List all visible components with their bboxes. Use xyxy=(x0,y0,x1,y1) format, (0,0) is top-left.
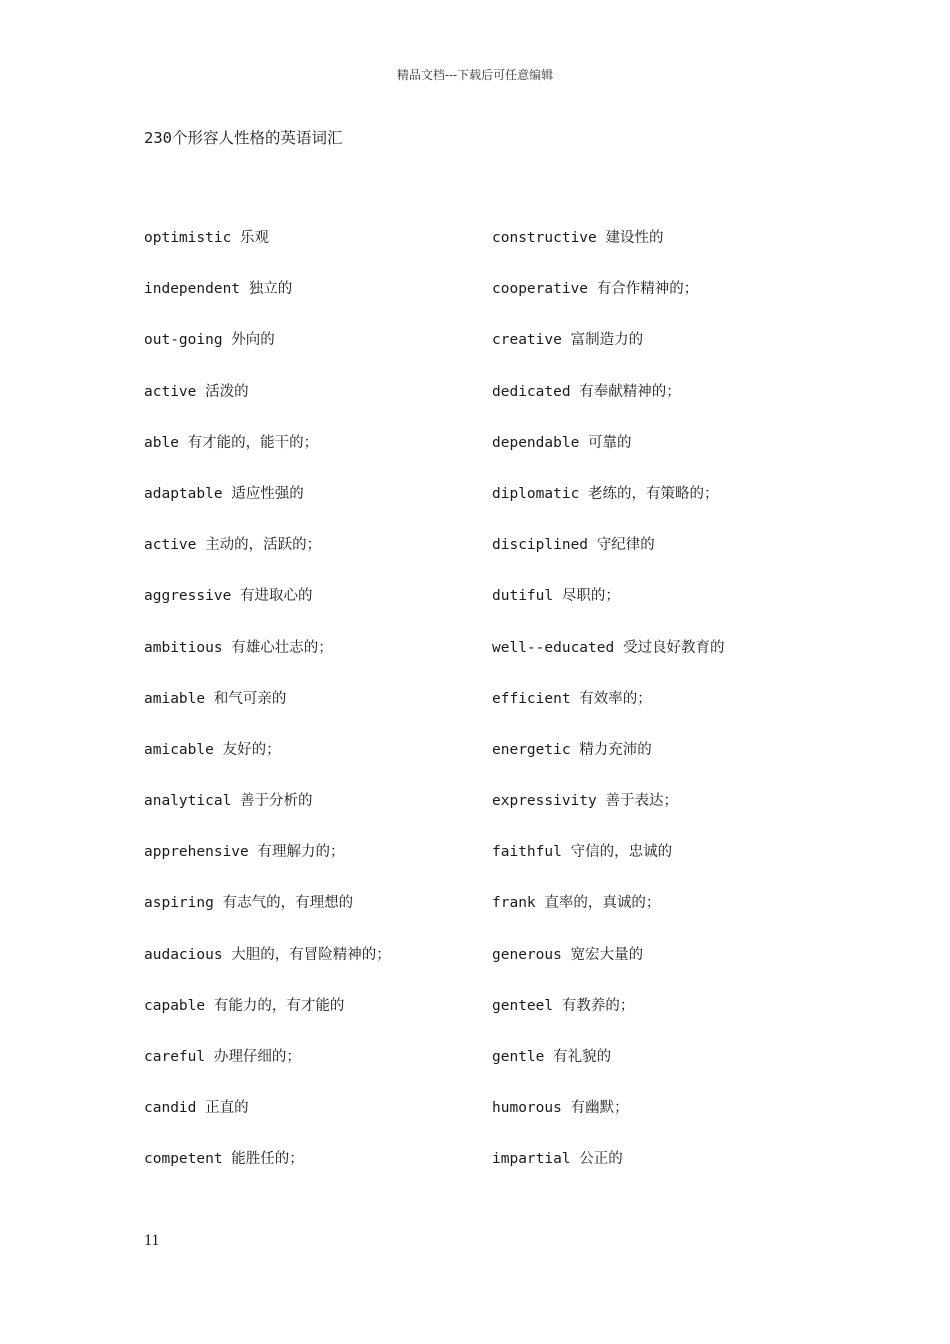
vocab-item: able 有才能的，能干的； xyxy=(144,434,319,451)
vocab-item: creative 富制造力的 xyxy=(492,332,644,349)
vocab-item: active 活泼的 xyxy=(144,383,249,400)
vocab-item: aspiring 有志气的，有理想的 xyxy=(144,895,354,912)
vocab-item: gentle 有礼貌的 xyxy=(492,1049,612,1065)
vocab-item: expressivity 善于表达； xyxy=(492,793,678,810)
vocab-item: careful 办理仔细的； xyxy=(144,1049,301,1065)
vocab-item: competent 能胜任的； xyxy=(144,1151,304,1168)
document-title: 230个形容人性格的英语词汇 xyxy=(144,129,343,147)
vocab-item: dutiful 尽职的； xyxy=(492,588,620,605)
vocab-item: generous 宽宏大量的 xyxy=(492,946,644,963)
vocab-list-right xyxy=(492,228,724,1201)
vocab-item: analytical 善于分析的 xyxy=(144,793,313,810)
vocab-item: amiable 和气可亲的 xyxy=(144,690,287,707)
page-number: 11 xyxy=(144,1232,160,1249)
vocab-item: efficient 有效率的； xyxy=(492,690,652,707)
vocab-item: frank 直率的，真诚的； xyxy=(492,895,661,912)
vocab-item: impartial 公正的 xyxy=(492,1151,623,1168)
vocab-item: ambitious 有雄心壮志的； xyxy=(144,639,333,656)
vocab-item: independent 独立的 xyxy=(144,281,293,298)
vocab-item: amicable 友好的； xyxy=(144,741,281,758)
vocab-item: faithful 守信的，忠诚的 xyxy=(492,844,673,861)
vocab-item: apprehensive 有理解力的； xyxy=(144,844,345,861)
vocab-item: optimistic 乐观 xyxy=(144,230,270,246)
vocab-item: energetic 精力充沛的 xyxy=(492,741,652,758)
page-header: 精品文档---下载后可任意编辑 xyxy=(396,68,554,82)
vocab-item: well--educated 受过良好教育的 xyxy=(492,639,725,656)
vocab-item: aggressive 有进取心的 xyxy=(144,588,313,605)
vocab-item: disciplined 守纪律的 xyxy=(492,537,655,554)
vocab-item: out-going 外向的 xyxy=(144,332,275,349)
vocab-item: genteel 有教养的； xyxy=(492,997,635,1014)
vocab-item: diplomatic 老练的，有策略的； xyxy=(492,485,719,502)
vocab-list-left xyxy=(144,228,391,1201)
vocab-item: humorous 有幽默； xyxy=(492,1100,629,1117)
vocab-item: constructive 建设性的 xyxy=(492,230,664,246)
vocab-item: active 主动的，活跃的； xyxy=(144,537,322,554)
vocab-item: audacious 大胆的，有冒险精神的； xyxy=(144,946,391,963)
vocab-item: dedicated 有奉献精神的； xyxy=(492,383,681,400)
vocab-item: capable 有能力的，有才能的 xyxy=(144,997,345,1014)
vocab-item: cooperative 有合作精神的； xyxy=(492,281,699,298)
vocab-item: adaptable 适应性强的 xyxy=(144,485,304,502)
vocab-item: candid 正直的 xyxy=(144,1100,249,1117)
vocab-item: dependable 可靠的 xyxy=(492,434,632,451)
